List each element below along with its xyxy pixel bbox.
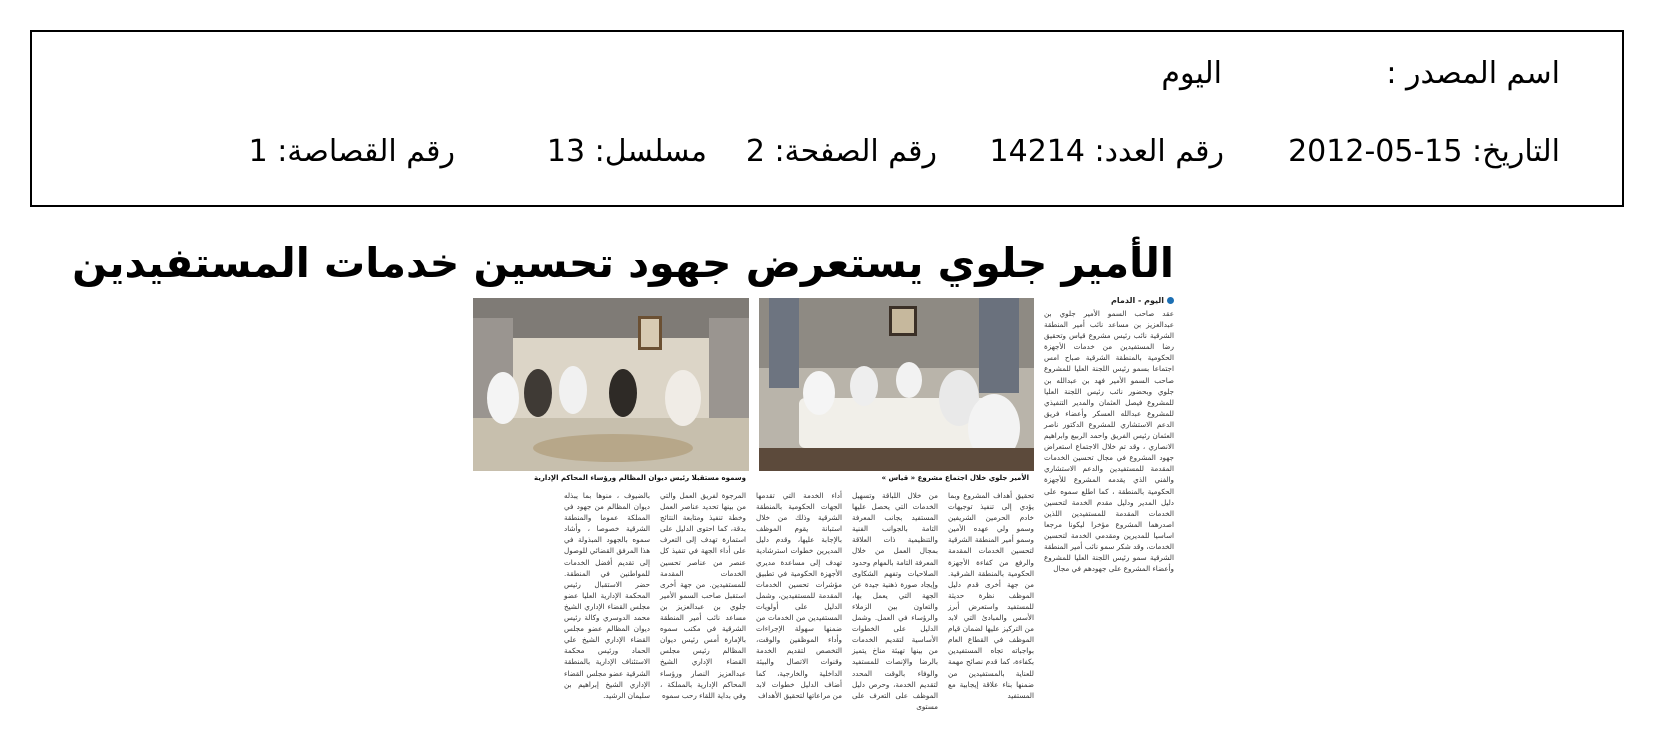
- bullet-icon: [1167, 297, 1174, 304]
- source-label: اسم المصدر :: [1386, 56, 1560, 91]
- lead-paragraph: عقد صاحب السمو الأمير جلوي بن عبدالعزيز بن مساعد نائب أمير المنطقة الشرقية نائب رئيس مشروع قياس وتحقيق رضا المستفيدين من خدمات الأجهزة الحكومية بالمنطقة الشرقية صباح امس اجتماعا بسمو رئيس اللجنة العليا للمشروع صاحب السمو الأمير فهد بن عبدالله بن جلوي وبحضور نائب رئيس اللجنة العليا للمشروع فيصل العثمان والمدير التنفيذي للمشروع عبدالله العسكر وأعضاء فريق الدعم الاستشاري للمشروع الدكتور ناصر العثمان رئيس الفريق واحمد الربيع وابراهيم الانصاري ، وقد تم خلال الاجتماع استعراض جهود المشروع في مجال تحسين الخدمات المقدمة للمستفيدين والدعم الاستشاري والفني الذي يقدمه المشروع للأجهزة الحكومية بالمنطقة ، كما اطلع سموه على دليل المدير ودليل مقدم الخدمة لتحسين الخدمات المقدمة للمستفيدين اللذين اصدرهما المشروع مؤخرا ليكونا مرجعا اساسيا للمديرين ومقدمي الخدمة لتحسين الخدمات، وقد شكر سمو نائب أمير المنطقة الشرقية سمو رئيس اللجنة العليا للمشروع وأعضاء المشروع على جهودهم في مجال: [1044, 309, 1174, 574]
- article-column-5: بالضيوف ، منوها بما يبذله ديوان المظالم من جهود في المملكة عموما والمنطقة الشرقية خصوصا ، وأشاد سموه بالجهود المبذولة في هذا المرفق القضائي للوصول إلى تقديم أفضل الخدمات للمواطنين في المنطقة. حضر الاستقبال رئيس المحكمة الإدارية العليا عضو مجلس القضاء الإداري الشيخ محمد الدوسري وكالة رئيس ديوان المظالم عضو مجلس القضاء الإداري الشيخ علي الحماد ورئيس محكمة الاستئناف الإدارية بالمنطقة الشرقية عضو مجلس القضاء الإداري الشيخ إبراهيم بن سليمان الرشيد.: [564, 491, 650, 700]
- reception-photo-caption: وسموه مستقبلا رئيس ديوان المظالم ورؤساء المحاكم الإدارية: [534, 474, 746, 482]
- source-value: اليوم: [1161, 56, 1222, 91]
- article-columns: [472, 490, 1034, 711]
- page-field: رقم الصفحة: 2: [745, 134, 937, 169]
- reception-photo: [473, 298, 749, 471]
- article-column-4: المرجوة لفريق العمل والتي من بينها تحديد عناصر العمل وخطة تنفيذ ومتابعة النتائج بدقة، كما احتوى الدليل على استمارة تهدف إلى التعرف على أداء الجهة في تنفيذ كل عنصر من عناصر تحسين الخدمات المقدمة للمستفيدين. من جهة أخرى استقبل صاحب السمو الأمير جلوي بن عبدالعزيز بن مساعد نائب أمير المنطقة الشرقية في مكتب سموه بالإمارة أمس رئيس ديوان المظالم رئيس مجلس القضاء الإداري الشيخ عبدالعزيز النصار ورؤساء المحاكم الإدارية بالمملكة ، وفي بداية اللقاء رحب سموه: [660, 491, 746, 700]
- newspaper-clipping: [72, 238, 1174, 711]
- meta-row-source: [32, 54, 1622, 94]
- source-metadata-box: [30, 30, 1624, 207]
- meeting-photo: [759, 298, 1034, 471]
- meta-row-details: [32, 132, 1622, 172]
- date-field: التاريخ: 15-05-2012: [1288, 134, 1560, 169]
- serial-field: مسلسل: 13: [546, 134, 707, 169]
- meeting-illustration: [759, 298, 1034, 471]
- reception-illustration: [473, 298, 749, 471]
- meeting-photo-caption: الأمير جلوي خلال اجتماع مشروع « قياس »: [881, 474, 1029, 482]
- article-byline: [1111, 296, 1174, 305]
- issue-field: رقم العدد: 14214: [989, 134, 1224, 169]
- article-column-2: من خلال اللباقة وتسهيل الخدمات التي يحصل عليها المستفيد بجانب المعرفة التامة بالجوانب الفنية والتنظيمية ذات العلاقة بمجال العمل من خلال المعرفة التامة بالمهام وحدود الصلاحيات وتفهم الشكاوى وإيجاد صورة ذهنية جيدة عن الجهة التي يعمل بها، والتعاون بين الزملاء والرؤساء في العمل. وشمل الدليل على الخطوات الأساسية لتقديم الخدمات من بينها تهيئة مناخ يتميز بالرضا والإنصات للمستفيد والوفاء بالوقت المحدد لتقديم الخدمة، وحرص دليل الموظف على التعرف على مستوى: [852, 491, 938, 711]
- clip-field: رقم القصاصة: 1: [248, 134, 455, 169]
- article-column-3: أداء الخدمة التي تقدمها الجهات الحكومية بالمنطقة الشرقية وذلك من خلال استبانة يقوم الموظف بالإجابة عليها، وقدم دليل المديرين خطوات استرشادية تهدف إلى مساعدة مديري الأجهزة الحكومية في تطبيق مؤشرات تحسين الخدمات المقدمة للمستفيدين، وشمل الدليل على أولويات المستفيدين من الخدمات من ضمنها سهولة الإجراءات وأداء الموظفين والوقت، التخصص لتقديم الخدمة وقنوات الاتصال والبيئة الداخلية والخارجية، كما أضاف الدليل خطوات لابد من مراعاتها لتحقيق الأهداف: [756, 491, 842, 700]
- byline-text: اليوم - الدمام: [1111, 296, 1164, 305]
- article-column-1: تحقيق أهداف المشروع وبما يؤدي إلى تنفيذ توجيهات خادم الحرمين الشريفين وسمو ولي عهده الأمين وسمو أمير المنطقة الشرقية لتحسين الخدمات المقدمة والرفع من كفاءة الأجهزة الحكومية بالمنطقة الشرقية. من جهة أخرى قدم دليل الموظف نظرة حديثة للمستفيد واستعرض أبرز الأسس والمبادئ التي لابد من التركيز عليها لضمان قيام الموظف في القطاع العام بواجباته تجاه المستفيدين بكفاءة، كما قدم نصائح مهمة للعناية بالمستفيدين من ضمنها بناء علاقة إيجابية مع المستفيد: [948, 491, 1034, 700]
- article-headline: الأمير جلوي يستعرض جهود تحسين خدمات المستفيدين: [72, 239, 1174, 287]
